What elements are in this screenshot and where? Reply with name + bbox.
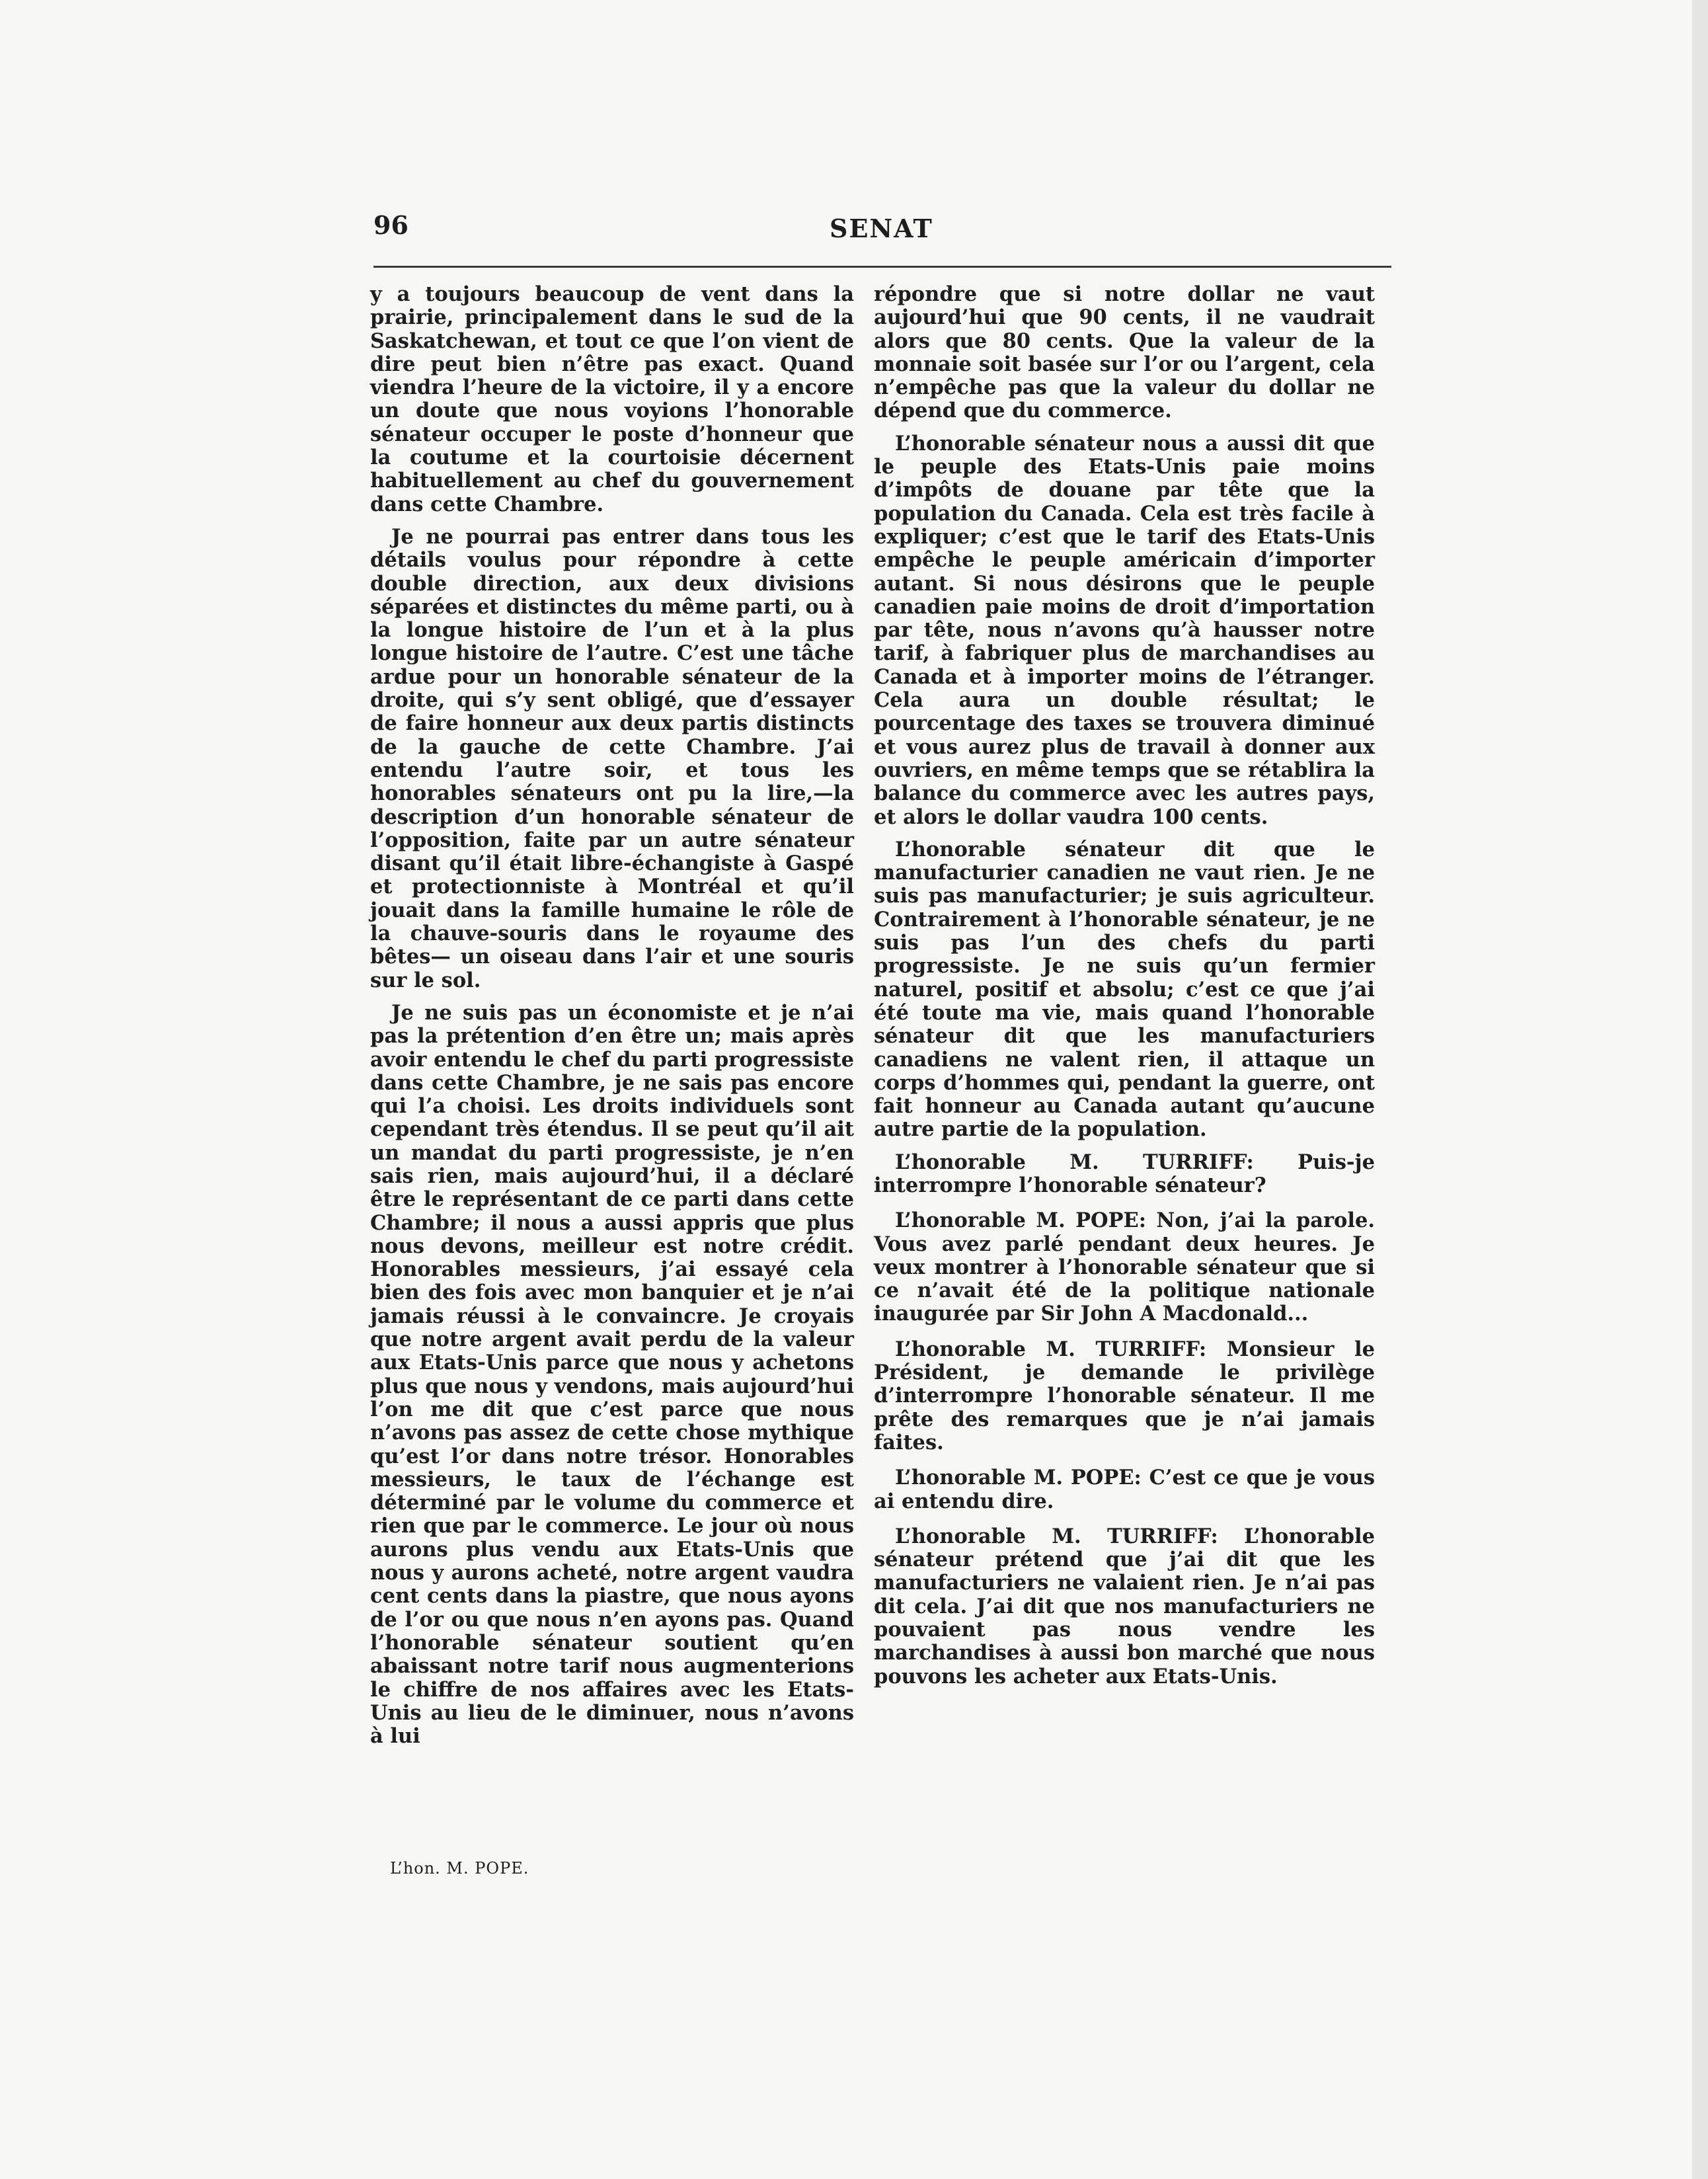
running-title: SENAT: [830, 214, 933, 243]
speech-turriff: L’honorable M. TURRIFF: L’honorable sénateur prétend que j’ai dit que les manufacturiers ne valaient rien. Je n’ai pas dit cela. J’ai dit que nos manufacturiers ne pouvaient pas nous vendre les marchandises à aussi bon marché que nous pouvons les acheter aux Etats-Unis.: [874, 1524, 1375, 1688]
paragraph: L’honorable sénateur dit que le manufacturier canadien ne vaut rien. Je ne suis pas manufacturier; je suis agriculteur. Contrairement à l’honorable sénateur, je ne suis pas l’un des chefs du parti progressiste. Je ne suis qu’un fermier naturel, positif et absolu; c’est ce que j’ai été toute ma vie, mais quand l’honorable sénateur dit que les manufacturiers canadiens ne valent rien, il attaque un corps d’hommes qui, pendant la guerre, ont fait honneur au Canada autant qu’aucune autre partie de la population.: [874, 837, 1375, 1142]
paragraph: répondre que si notre dollar ne vaut aujourd’hui que 90 cents, il ne vaudrait alors que 80 cents. Que la valeur de la monnaie soit basée sur l’or ou l’argent, cela n’empêche pas que la valeur du dollar ne dépend que du commerce.: [874, 282, 1375, 423]
speech-turriff: L’honorable M. TURRIFF: Puis-je interrompre l’honorable sénateur?: [874, 1150, 1375, 1197]
header-rule: [373, 266, 1391, 268]
page-edge: [1692, 0, 1708, 2179]
paragraph: Je ne pourrai pas entrer dans tous les détails voulus pour répondre à cette double direction, aux deux divisions séparées et distinctes du même parti, ou à la longue histoire de l’un et à la plus longue histoire de l’autre. C’est une tâche ardue pour un honorable sénateur de la droite, qui s’y sent obligé, que d’essayer de faire honneur aux deux partis distincts de la gauche de cette Chambre. J’ai entendu l’autre soir, et tous les honorables sénateurs ont pu la lire,—la description d’un honorable sénateur de l’opposition, faite par un autre sénateur disant qu’il était libre-échangiste à Gaspé et protectionniste à Montréal et qu’il jouait dans la famille humaine le rôle de la chauve-souris dans le royaume des bêtes— un oiseau dans l’air et une souris sur le sol.: [370, 524, 854, 992]
speech-turriff: L’honorable M. TURRIFF: Monsieur le Président, je demande le privilège d’interrompre l’honorable sénateur. Il me prête des remarques que je n’ai jamais faites.: [874, 1337, 1375, 1454]
paragraph: y a toujours beaucoup de vent dans la prairie, principalement dans le sud de la Saskatchewan, et tout ce que l’on vient de dire peut bien n’être pas exact. Quand viendra l’heure de la victoire, il y a encore un doute que nous voyions l’honorable sénateur occuper le poste d’honneur que la coutume et la courtoisie décernent habituellement au chef du gouvernement dans cette Chambre.: [370, 282, 854, 516]
paragraph: Je ne suis pas un économiste et je n’ai pas la prétention d’en être un; mais après avoir entendu le chef du parti progressiste dans cette Chambre, je ne sais pas encore qui l’a choisi. Les droits individuels sont cependant très étendus. Il se peut qu’il ait un mandat du parti progressiste, je n’en sais rien, mais aujourd’hui, il a déclaré être le représentant de ce parti dans cette Chambre; il nous a aussi appris que plus nous devons, meilleur est notre crédit. Honorables messieurs, j’ai essayé cela bien des fois avec mon banquier et je n’ai jamais réussi à le convaincre. Je croyais que notre argent avait perdu de la valeur aux Etats-Unis parce que nous y achetons plus que nous y vendons, mais aujourd’hui l’on me dit que c’est parce que nous n’avons pas assez de cette chose mythique qu’est l’or dans notre trésor. Honorables messieurs, le taux de l’échange est déterminé par le volume du commerce et rien que par le commerce. Le jour où nous aurons plus vendu aux Etats-Unis que nous y aurons acheté, notre argent vaudra cent cents dans la piastre, que nous ayons de l’or ou que nous n’en ayons pas. Quand l’honorable sénateur soutient qu’en abaissant notre tarif nous augmenterions le chiffre de nos affaires avec les Etats-Unis au lieu de le diminuer, nous n’avons à lui: [370, 1000, 854, 1749]
footer-speaker-line: L’hon. M. POPE.: [390, 1859, 529, 1878]
speech-pope: L’honorable M. POPE: C’est ce que je vous ai entendu dire.: [874, 1466, 1375, 1513]
paragraph: L’honorable sénateur nous a aussi dit que le peuple des Etats-Unis paie moins d’impôts de douane par tête que la population du Canada. Cela est très facile à expliquer; c’est que le tarif des Etats-Unis empêche le peuple américain d’importer autant. Si nous désirons que le peuple canadien paie moins de droit d’importation par tête, nous n’avons qu’à hausser notre tarif, à fabriquer plus de marchandises au Canada et à importer moins de l’étranger. Cela aura un double résultat; le pourcentage des taxes se trouvera diminué et vous aurez plus de travail à donner aux ouvriers, en même temps que se rétablira la balance du commerce avec les autres pays, et alors le dollar vaudra 100 cents.: [874, 431, 1375, 829]
page-number: 96: [373, 210, 408, 240]
left-column: [370, 283, 854, 1757]
right-column: [874, 283, 1375, 1700]
speech-pope: L’honorable M. POPE: Non, j’ai la parole. Vous avez parlé pendant deux heures. Je veux montrer à l’honorable sénateur que si ce n’avait été de la politique nationale inaugurée par Sir John A Macdonald...: [874, 1208, 1375, 1326]
